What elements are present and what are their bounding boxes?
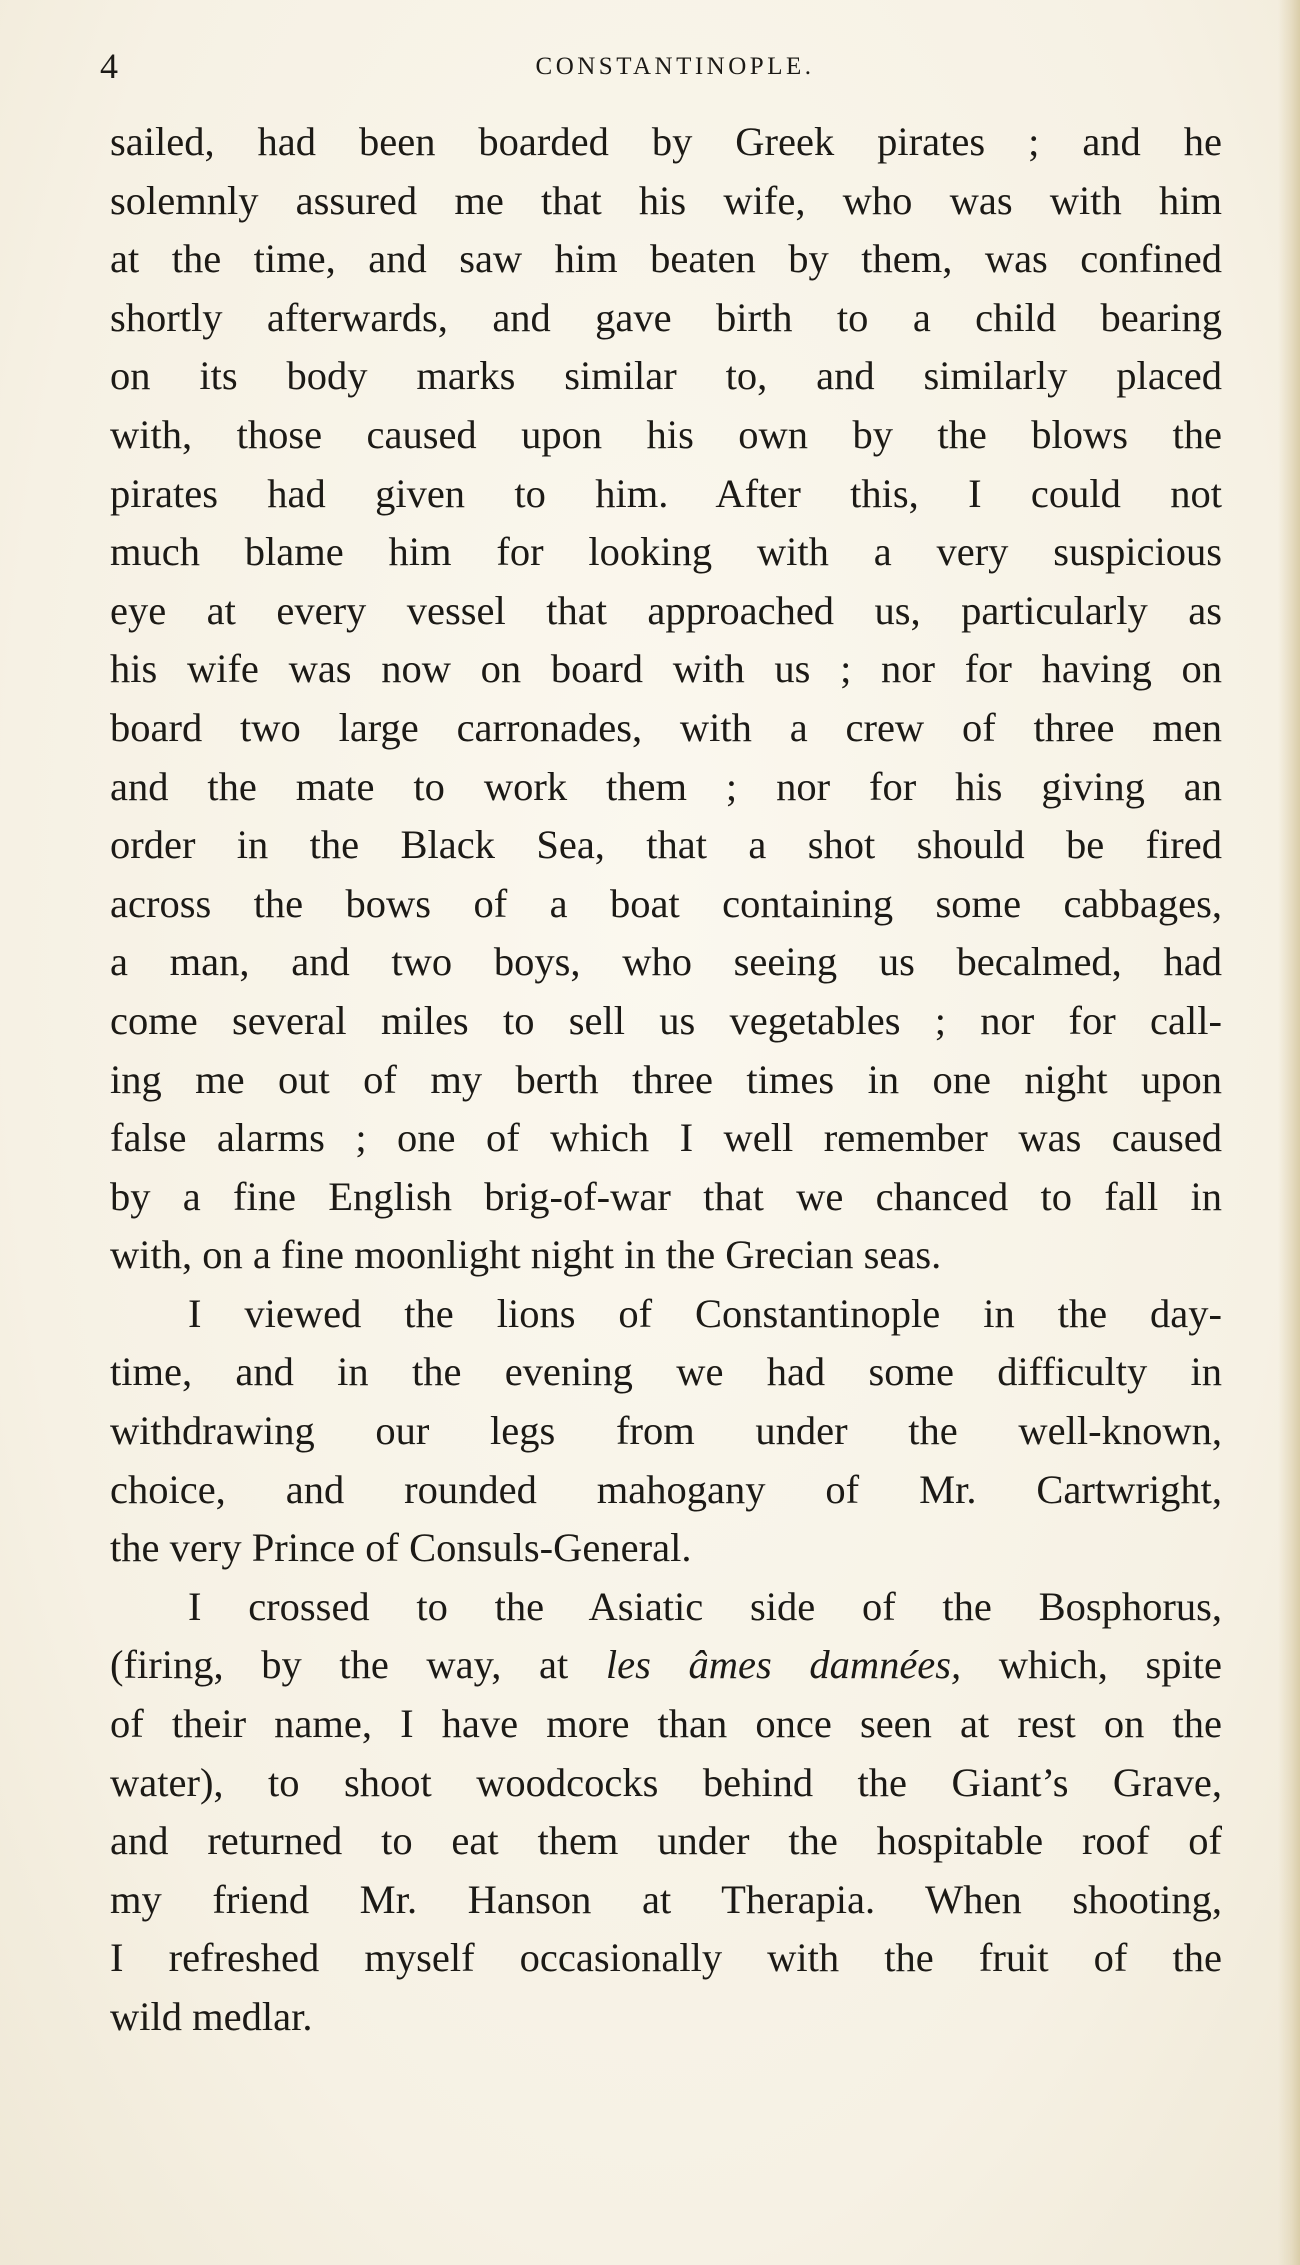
text-line: pirates had given to him. After this, I could not [110, 470, 1222, 516]
text-line: time, and in the evening we had some difficulty in [110, 1349, 1222, 1395]
paragraph-first-line: I crossed to the Asiatic side of the Bosphorus, [188, 1583, 1222, 1629]
text-line: a man, and two boys, who seeing us becalmed, had [110, 939, 1222, 985]
text-line: of their name, I have more than once seen at rest on the [110, 1701, 1222, 1747]
text-line-with-italic [110, 1636, 1222, 1695]
text-line: shortly afterwards, and gave birth to a child bearing [110, 294, 1222, 340]
text-segment: which, spite [961, 1642, 1223, 1688]
text-line: at the time, and saw him beaten by them, was confined [110, 236, 1222, 282]
text-line: board two large carronades, with a crew of three men [110, 704, 1222, 750]
text-line: and the mate to work them ; nor for his giving an [110, 763, 1222, 809]
text-line: solemnly assured me that his wife, who was with him [110, 177, 1222, 223]
text-line: I refreshed myself occasionally with the fruit of the [110, 1935, 1222, 1981]
running-title: CONSTANTINOPLE. [535, 53, 815, 80]
text-line: eye at every vessel that approached us, particularly as [110, 587, 1222, 633]
text-line: and returned to eat them under the hospitable roof of [110, 1818, 1222, 1864]
running-head [100, 46, 1220, 86]
text-line: by a fine English brig-of-war that we chanced to fall in [110, 1173, 1222, 1219]
text-line: my friend Mr. Hanson at Therapia. When shooting, [110, 1876, 1222, 1922]
text-line: choice, and rounded mahogany of Mr. Cartwright, [110, 1466, 1222, 1512]
body-text [110, 113, 1222, 2047]
paragraph-end-line: the very Prince of Consuls-General. [110, 1525, 692, 1571]
text-line: withdrawing our legs from under the well-known, [110, 1408, 1222, 1454]
text-line: order in the Black Sea, that a shot should be fired [110, 822, 1222, 868]
text-line: come several miles to sell us vegetables ; nor for call- [110, 997, 1222, 1043]
page-number: 4 [100, 46, 119, 86]
text-line: sailed, had been boarded by Greek pirates ; and he [110, 119, 1222, 164]
text-line: with, those caused upon his own by the blows the [110, 411, 1222, 457]
text-line: his wife was now on board with us ; nor for having on [110, 646, 1222, 692]
text-segment: (firing, by the way, at [110, 1642, 606, 1688]
page-edge [1278, 0, 1300, 2265]
italic-phrase: les âmes damnées, [605, 1642, 962, 1688]
text-line: false alarms ; one of which I well remember was caused [110, 1115, 1222, 1161]
paragraph-end-line: wild medlar. [110, 1994, 313, 2039]
paragraph-end-line: with, on a fine moonlight night in the Grecian seas. [110, 1232, 942, 1278]
paragraph-first-line: I viewed the lions of Constantinople in the day- [188, 1290, 1222, 1336]
text-line: water), to shoot woodcocks behind the Giant’s Grave, [110, 1759, 1222, 1805]
text-line: on its body marks similar to, and similarly placed [110, 353, 1222, 399]
text-line: ing me out of my berth three times in one night upon [110, 1056, 1222, 1102]
text-line: much blame him for looking with a very suspicious [110, 529, 1222, 575]
text-line: across the bows of a boat containing some cabbages, [110, 880, 1222, 926]
